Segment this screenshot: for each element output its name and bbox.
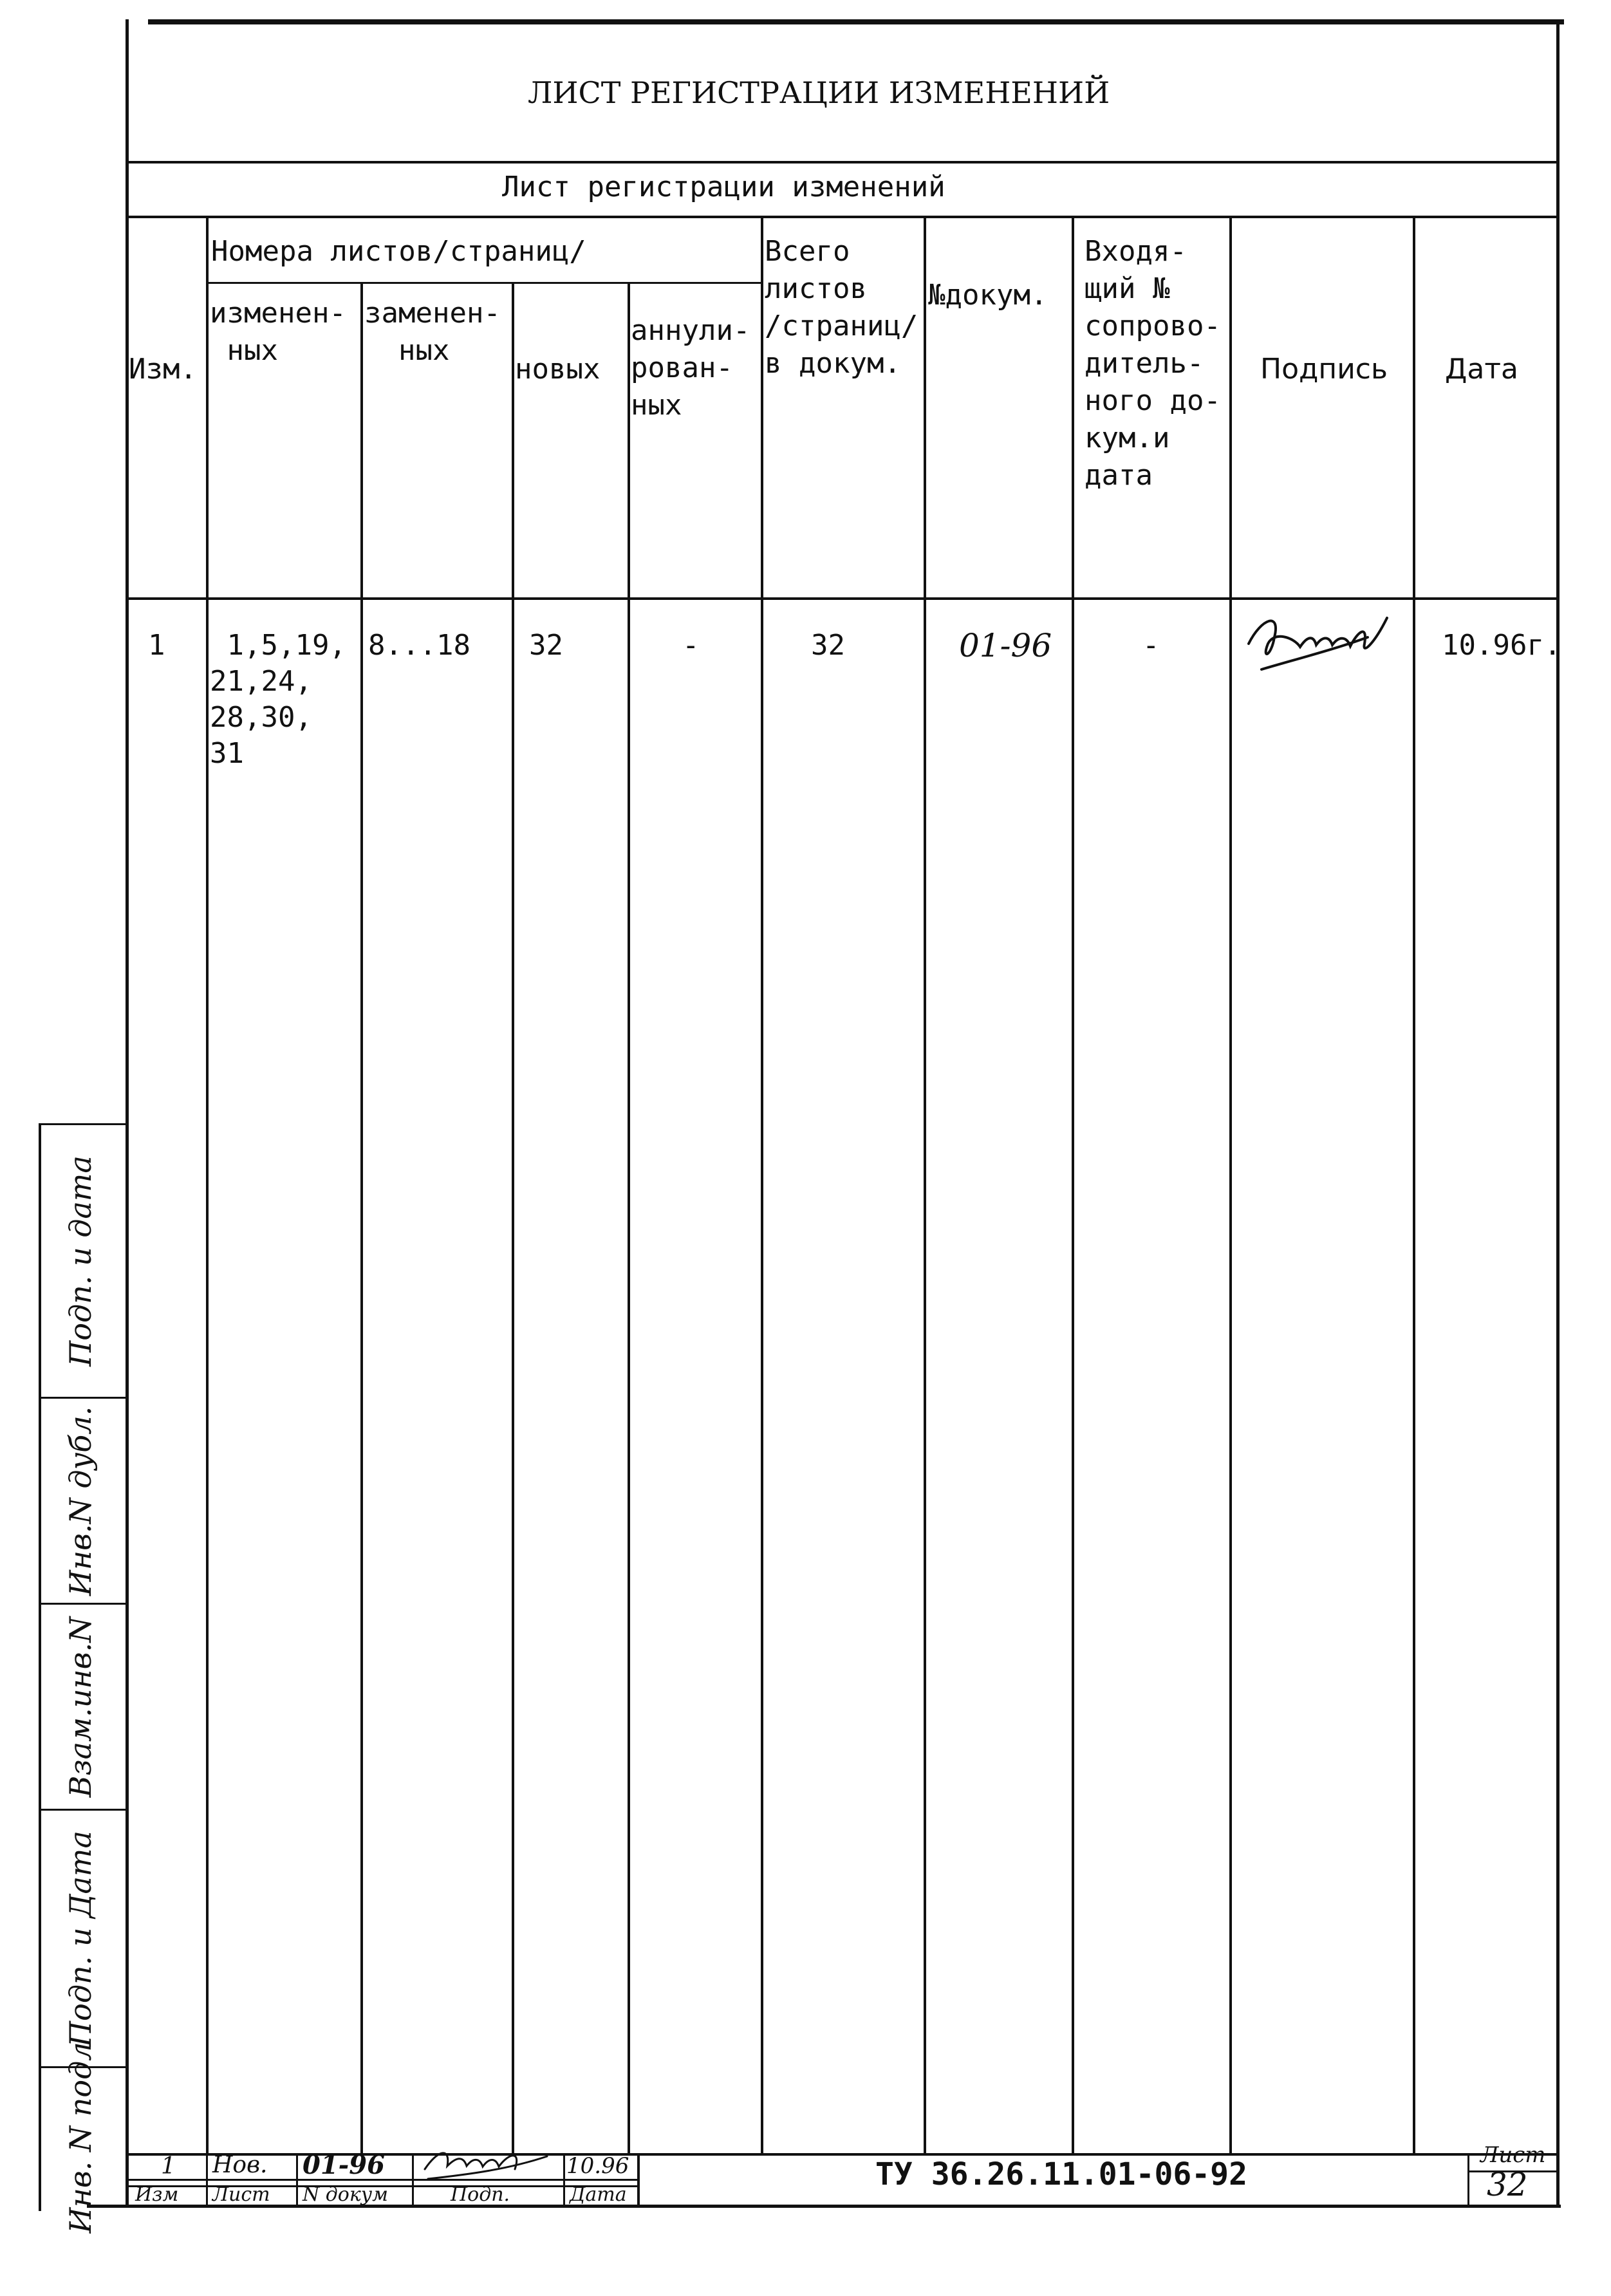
tb-izm-value: 1 (161, 2153, 176, 2179)
tb-sheet-sep (1467, 2153, 1469, 2208)
side-stamp-sign-date-2: Подп. и Дата (63, 1830, 98, 2047)
table-title: Лист регистрации изменений (502, 171, 945, 203)
frame-right-border (1556, 19, 1560, 2208)
frame-left-border (126, 19, 129, 2208)
header-total-sheets: Всего листов /страниц/ в докум. (765, 235, 918, 380)
col-line-2 (360, 282, 363, 2153)
row-doc-number: 01-96 (959, 627, 1052, 664)
side-stamp-inv-podl: Инв. N подл (63, 2041, 98, 2234)
col-line-1 (206, 216, 209, 2153)
header-new: новых (515, 353, 601, 386)
tb-signature-mark (418, 2143, 560, 2182)
col-line-4 (628, 282, 630, 2153)
row-izm: 1 (148, 629, 165, 662)
signature-mark (1236, 599, 1410, 689)
col-line-5 (761, 216, 763, 2153)
col-line-6 (924, 216, 926, 2153)
side-stamp-vzam-inv: Взам.инв.N (63, 1616, 98, 1797)
col-line-7 (1072, 216, 1074, 2153)
header-izm: Изм. (129, 353, 197, 386)
header-sheet-numbers: Номера листов/страниц/ (211, 235, 586, 268)
side-stamp-sign-date-1: Подп. и дата (63, 1155, 98, 1367)
col-line-3 (512, 282, 514, 2153)
group-subheader-line (207, 282, 761, 284)
table-title-divider (126, 216, 1558, 218)
row-date: 10.96г. (1442, 629, 1561, 662)
header-doc-number: №докум. (928, 279, 1048, 312)
tb-date-value: 10.96 (566, 2153, 629, 2179)
tb-designation: ТУ 36.26.11.01-06-92 (875, 2156, 1247, 2192)
header-replaced: заменен- ных (364, 297, 501, 367)
tb-izm-label: Изм (135, 2183, 179, 2206)
tb-sep-5 (637, 2153, 640, 2208)
tb-sign-label: Подп. (451, 2183, 510, 2206)
tb-sep-4 (563, 2153, 565, 2208)
header-incoming-doc: Входя- щий № сопрово- дитель- ного до- кум.и дата (1085, 235, 1221, 492)
col-line-8 (1229, 216, 1232, 2153)
header-annulled: аннули- рован- ных (631, 314, 750, 422)
row-new: 32 (529, 629, 563, 662)
title-divider (126, 161, 1558, 163)
tb-sheet-label: Лист (1480, 2142, 1546, 2168)
side-stamp-inv-dubl: Инв.N дубл. (63, 1406, 98, 1596)
header-date: Дата (1445, 353, 1518, 386)
row-total: 32 (811, 629, 845, 662)
page-title: ЛИСТ РЕГИСТРАЦИИ ИЗМЕНЕНИЙ (528, 75, 1110, 110)
row-incoming: - (1142, 629, 1160, 662)
frame-top-border (148, 19, 1564, 24)
tb-sep-3 (412, 2153, 414, 2208)
header-changed: изменен- ных (210, 297, 346, 367)
header-signature: Подпись (1260, 353, 1388, 386)
tb-date-label: Дата (570, 2183, 627, 2206)
tb-sheet-number: 32 (1487, 2166, 1528, 2203)
tb-sep-1 (206, 2153, 208, 2208)
tb-list-label: Лист (212, 2183, 270, 2206)
col-line-9 (1413, 216, 1415, 2153)
row-annulled: - (682, 629, 700, 662)
tb-list-value: Нов. (212, 2152, 268, 2178)
row-changed: 1,5,19, 21,24, 28,30, 31 (210, 629, 346, 770)
row-replaced: 8...18 (368, 629, 470, 662)
tb-doc-value: 01-96 (303, 2150, 385, 2180)
tb-sep-2 (296, 2153, 298, 2208)
tb-doc-label: N докум (303, 2183, 389, 2206)
